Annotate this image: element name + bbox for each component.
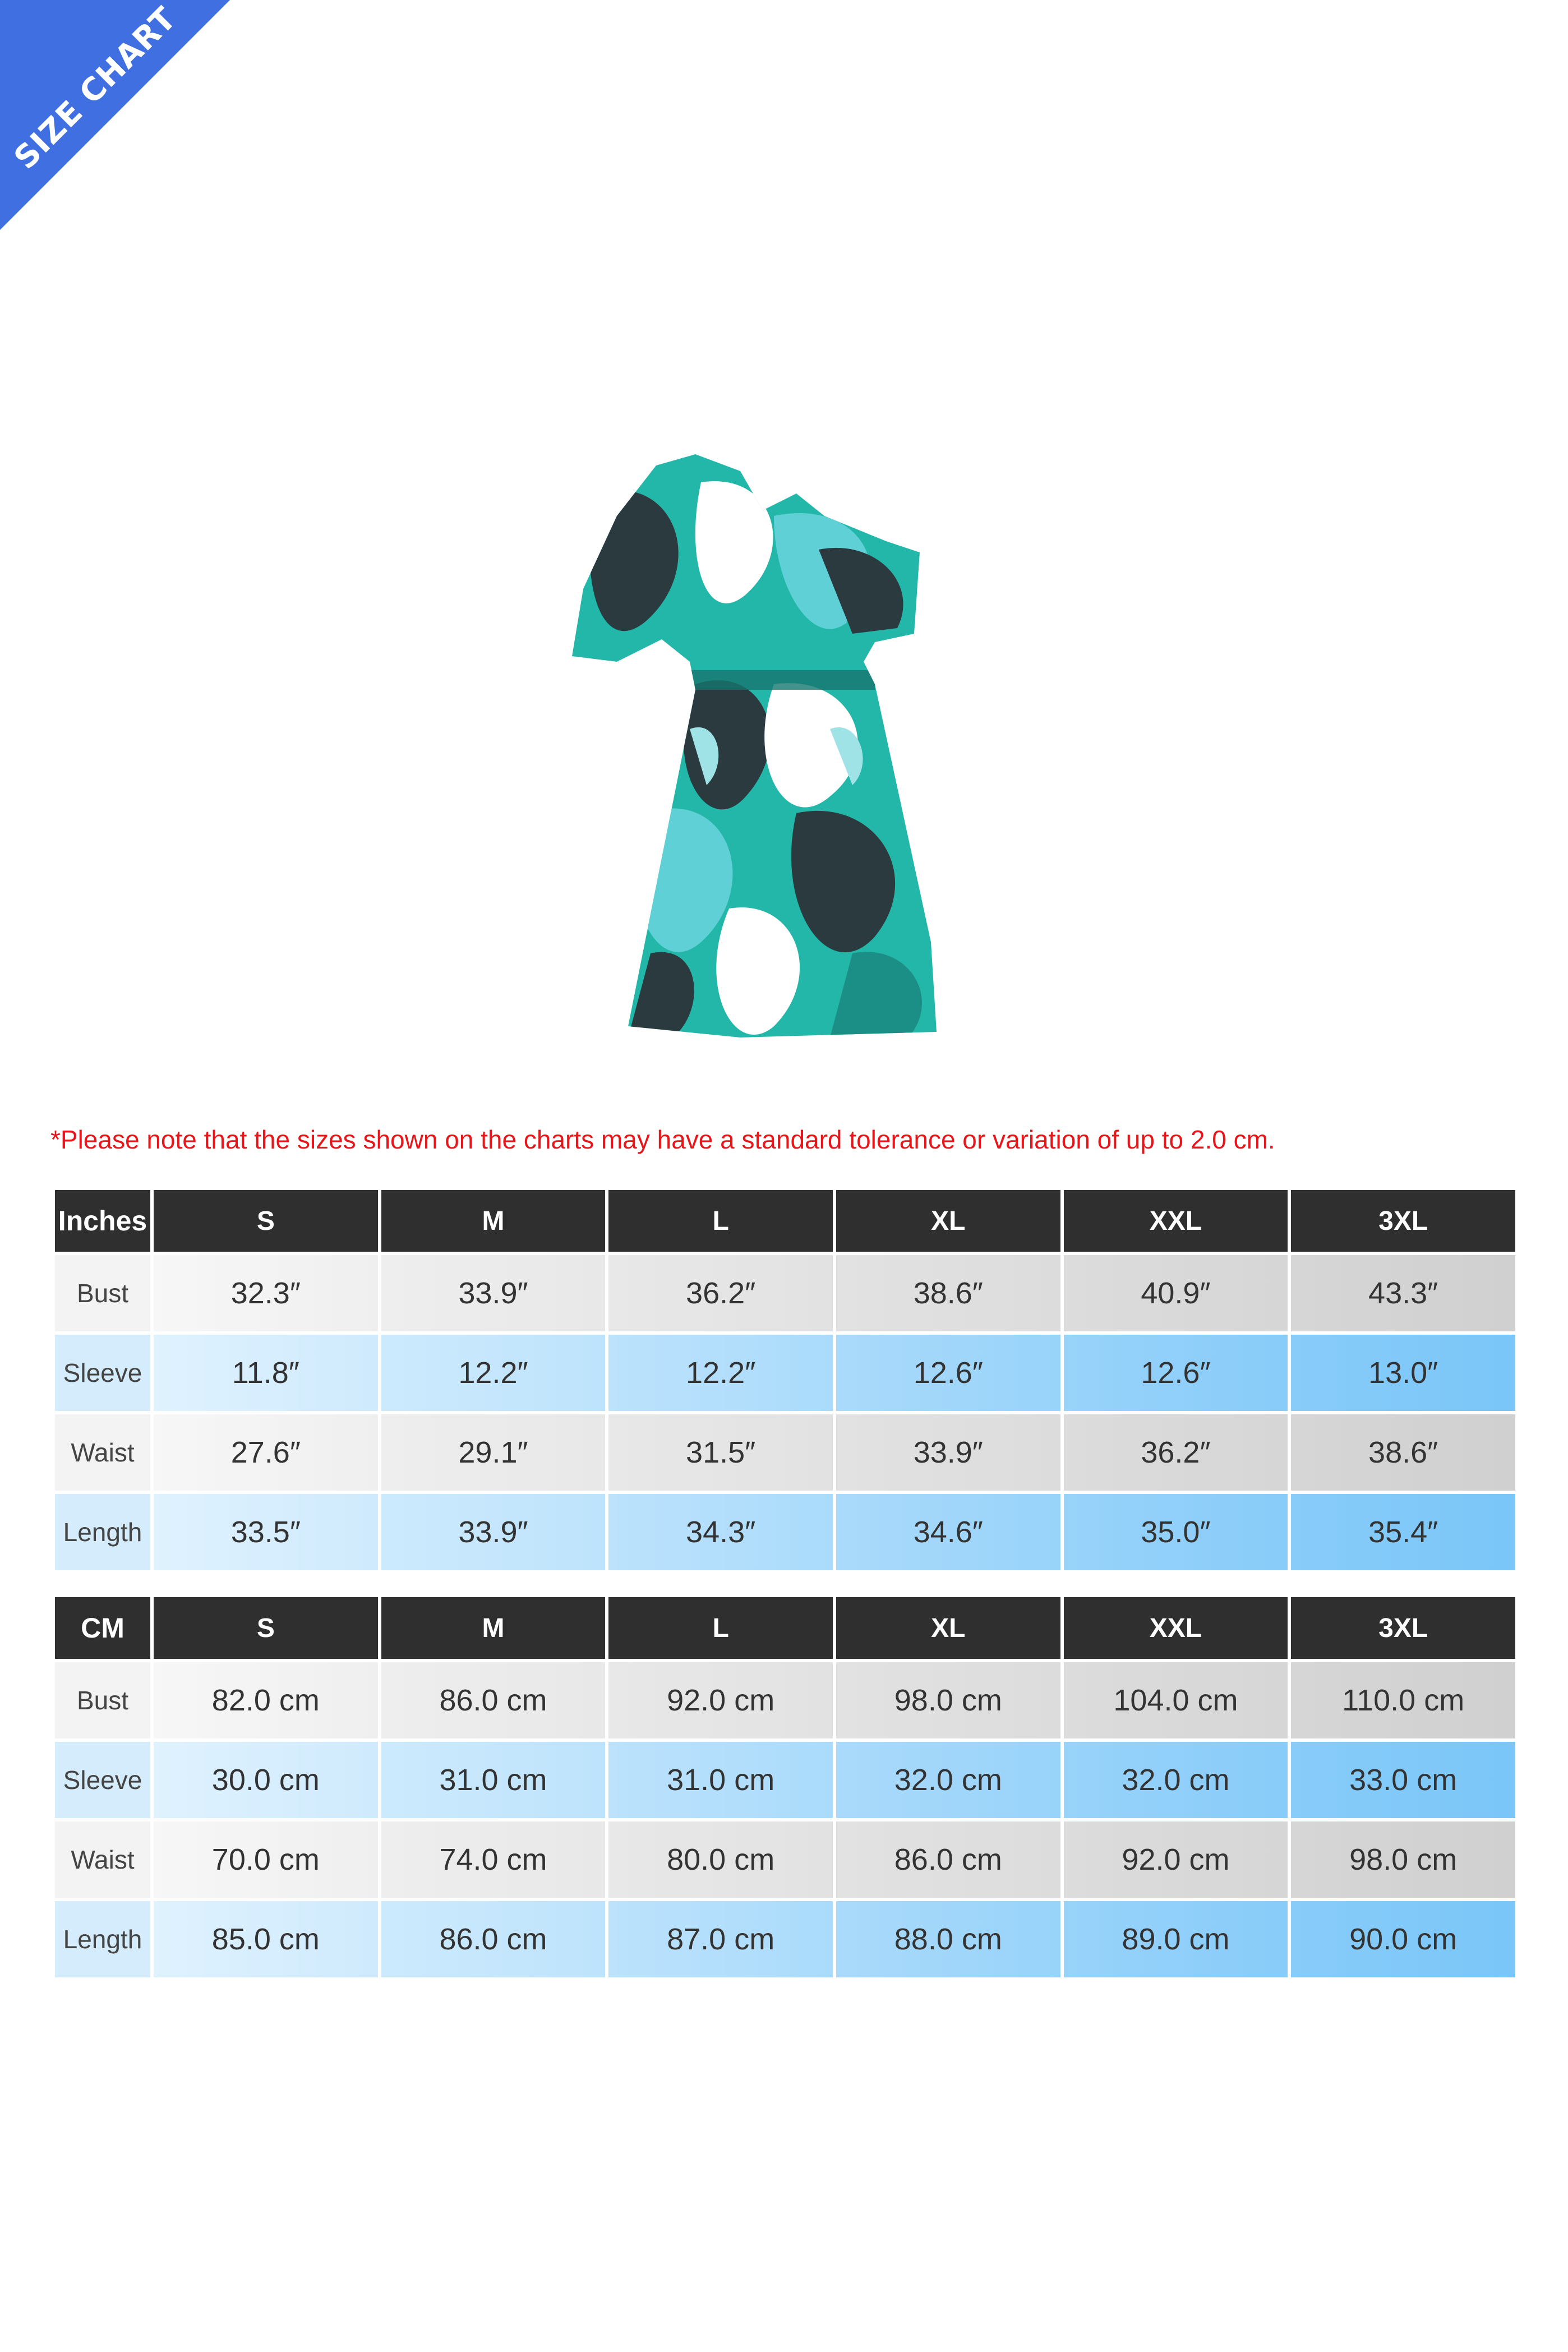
size-header: L — [608, 1190, 833, 1255]
table-cell: 43.3″ — [1291, 1255, 1515, 1335]
table-cell: 74.0 cm — [381, 1821, 606, 1901]
size-header: M — [381, 1597, 606, 1662]
table-cell: 90.0 cm — [1291, 1901, 1515, 1981]
table-cell: 110.0 cm — [1291, 1662, 1515, 1742]
size-header: XL — [836, 1597, 1060, 1662]
table-cell: 33.9″ — [836, 1414, 1060, 1494]
table-row — [55, 1901, 1515, 1981]
row-label: Sleeve — [55, 1335, 150, 1414]
size-header: 3XL — [1291, 1597, 1515, 1662]
row-label: Bust — [55, 1662, 150, 1742]
table-cell: 98.0 cm — [1291, 1821, 1515, 1901]
table-cell: 31.0 cm — [381, 1742, 606, 1821]
size-header: L — [608, 1597, 833, 1662]
table-cell: 27.6″ — [154, 1414, 378, 1494]
table-cell: 29.1″ — [381, 1414, 606, 1494]
table-cell: 12.2″ — [608, 1335, 833, 1414]
row-label: Length — [55, 1901, 150, 1981]
size-header: XXL — [1064, 1190, 1288, 1255]
table-cell: 36.2″ — [608, 1255, 833, 1335]
table-cell: 30.0 cm — [154, 1742, 378, 1821]
table-cell: 34.3″ — [608, 1494, 833, 1574]
table-cell: 38.6″ — [836, 1255, 1060, 1335]
table-cell: 80.0 cm — [608, 1821, 833, 1901]
unit-label: CM — [55, 1597, 150, 1662]
inches-header-row — [55, 1190, 1515, 1255]
size-header: S — [154, 1190, 378, 1255]
one-shoulder-dress-image — [561, 449, 1021, 1054]
table-cell: 32.3″ — [154, 1255, 378, 1335]
table-cell: 92.0 cm — [1064, 1821, 1288, 1901]
table-cell: 88.0 cm — [836, 1901, 1060, 1981]
tolerance-note: *Please note that the sizes shown on the charts may have a standard tolerance or variation of up to 2.0 cm. — [50, 1125, 1275, 1154]
table-cell: 31.5″ — [608, 1414, 833, 1494]
table-cell: 86.0 cm — [381, 1662, 606, 1742]
size-header: S — [154, 1597, 378, 1662]
row-label: Length — [55, 1494, 150, 1574]
badge-triangle — [0, 0, 230, 230]
table-cell: 36.2″ — [1064, 1414, 1288, 1494]
cm-header-row — [55, 1597, 1515, 1662]
table-cell: 31.0 cm — [608, 1742, 833, 1821]
row-label: Sleeve — [55, 1742, 150, 1821]
table-row — [55, 1662, 1515, 1742]
inches-size-table — [52, 1190, 1519, 1574]
table-row — [55, 1742, 1515, 1821]
row-label: Bust — [55, 1255, 150, 1335]
cm-size-table — [52, 1597, 1519, 1981]
table-cell: 33.0 cm — [1291, 1742, 1515, 1821]
table-cell: 86.0 cm — [381, 1901, 606, 1981]
table-cell: 89.0 cm — [1064, 1901, 1288, 1981]
size-header: XXL — [1064, 1597, 1288, 1662]
table-cell: 98.0 cm — [836, 1662, 1060, 1742]
table-cell: 35.0″ — [1064, 1494, 1288, 1574]
size-header: 3XL — [1291, 1190, 1515, 1255]
table-row — [55, 1494, 1515, 1574]
table-cell: 34.6″ — [836, 1494, 1060, 1574]
table-cell: 13.0″ — [1291, 1335, 1515, 1414]
table-row — [55, 1821, 1515, 1901]
table-cell: 33.5″ — [154, 1494, 378, 1574]
table-row — [55, 1255, 1515, 1335]
size-header: XL — [836, 1190, 1060, 1255]
table-cell: 82.0 cm — [154, 1662, 378, 1742]
size-header: M — [381, 1190, 606, 1255]
table-cell: 35.4″ — [1291, 1494, 1515, 1574]
table-cell: 12.6″ — [1064, 1335, 1288, 1414]
table-cell: 40.9″ — [1064, 1255, 1288, 1335]
table-cell: 38.6″ — [1291, 1414, 1515, 1494]
table-cell: 92.0 cm — [608, 1662, 833, 1742]
table-cell: 104.0 cm — [1064, 1662, 1288, 1742]
table-cell: 33.9″ — [381, 1494, 606, 1574]
table-cell: 12.2″ — [381, 1335, 606, 1414]
table-cell: 33.9″ — [381, 1255, 606, 1335]
row-label: Waist — [55, 1414, 150, 1494]
table-cell: 87.0 cm — [608, 1901, 833, 1981]
badge-label: SIZE CHART — [7, 0, 184, 177]
size-chart-badge — [0, 0, 230, 230]
table-cell: 70.0 cm — [154, 1821, 378, 1901]
table-cell: 85.0 cm — [154, 1901, 378, 1981]
unit-label: Inches — [55, 1190, 150, 1255]
table-row — [55, 1414, 1515, 1494]
table-cell: 11.8″ — [154, 1335, 378, 1414]
table-cell: 86.0 cm — [836, 1821, 1060, 1901]
table-cell: 32.0 cm — [836, 1742, 1060, 1821]
table-row — [55, 1335, 1515, 1414]
table-cell: 12.6″ — [836, 1335, 1060, 1414]
row-label: Waist — [55, 1821, 150, 1901]
table-cell: 32.0 cm — [1064, 1742, 1288, 1821]
